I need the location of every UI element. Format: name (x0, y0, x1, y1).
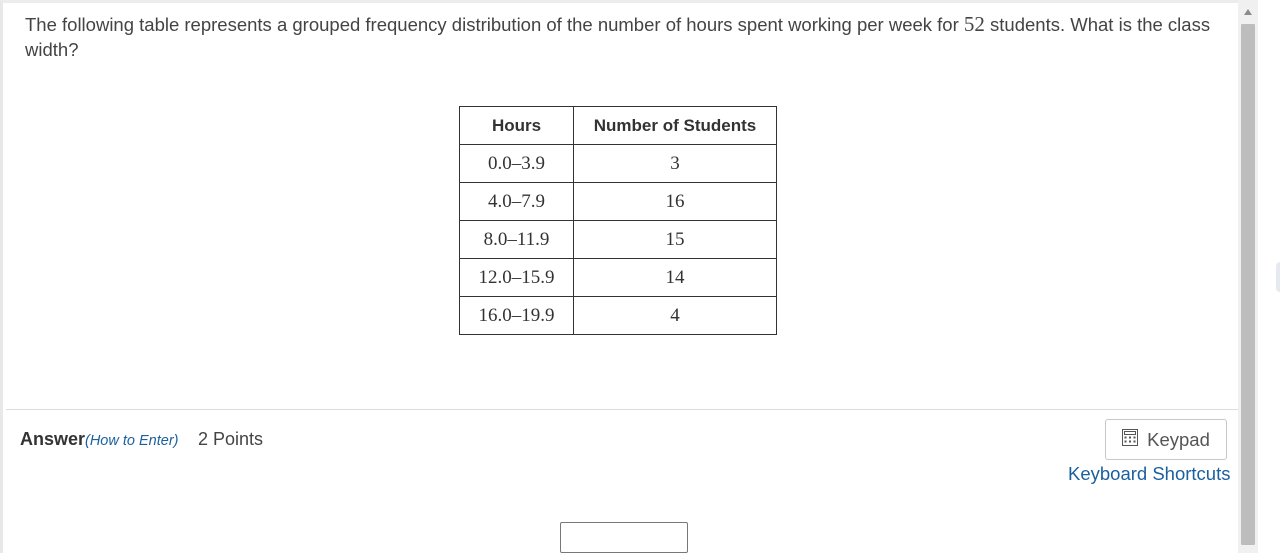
hours-cell: 0.0–3.9 (460, 145, 574, 183)
hours-cell: 4.0–7.9 (460, 183, 574, 221)
students-cell: 4 (574, 297, 777, 335)
table-row (460, 221, 777, 259)
keyboard-shortcuts-link[interactable]: Keyboard Shortcuts (1068, 463, 1231, 484)
column-header-students: Number of Students (574, 107, 777, 145)
table-row (460, 183, 777, 221)
students-cell: 15 (574, 221, 777, 259)
question-text (25, 12, 1225, 62)
students-cell: 3 (574, 145, 777, 183)
question-text-after: students. What is the class width? (25, 14, 1211, 60)
question-number: 52 (963, 12, 985, 36)
table-row (460, 259, 777, 297)
arrow-up-icon (1244, 2, 1252, 20)
students-cell: 14 (574, 259, 777, 297)
keypad-label: Keypad (1147, 428, 1210, 450)
column-header-hours: Hours (460, 107, 574, 145)
answer-label: Answer (20, 429, 86, 449)
frequency-table (459, 106, 777, 335)
points-label: 2 Points (198, 429, 264, 449)
keypad-button[interactable] (1105, 419, 1227, 460)
how-to-enter-link[interactable]: (How to Enter) (85, 433, 179, 449)
vertical-scrollbar[interactable] (1238, 0, 1258, 553)
side-tab (1276, 262, 1280, 292)
calculator-icon (1122, 429, 1138, 451)
hours-cell: 16.0–19.9 (460, 297, 574, 335)
table-header-row (460, 107, 777, 145)
hours-cell: 12.0–15.9 (460, 259, 574, 297)
answer-input[interactable] (560, 522, 688, 553)
scroll-up-button[interactable] (1238, 0, 1258, 22)
students-cell: 16 (574, 183, 777, 221)
hours-cell: 8.0–11.9 (460, 221, 574, 259)
table-row (460, 145, 777, 183)
scrollbar-thumb[interactable] (1241, 24, 1255, 545)
answer-divider (6, 409, 1241, 410)
table-row (460, 297, 777, 335)
question-text-before: The following table represents a grouped frequency distribution of the number of hours spent working per week for (25, 14, 964, 35)
